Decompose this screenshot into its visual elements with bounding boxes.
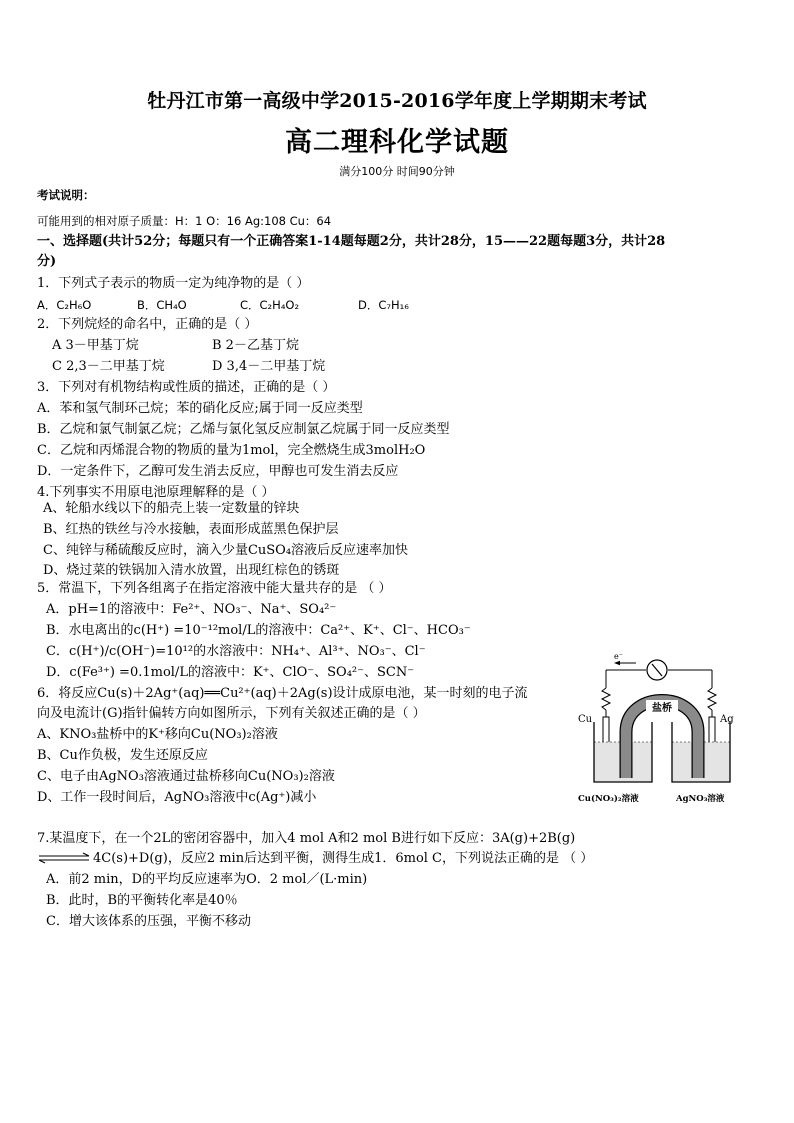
q7-option-c: C．增大该体系的压强，平衡不移动 bbox=[46, 914, 251, 929]
ag-label: Ag bbox=[720, 714, 734, 725]
q2-option-d: D 3,4－二甲基丁烷 bbox=[212, 359, 326, 374]
q2-stem: 2．下列烷烃的命名中，正确的是（ ） bbox=[37, 317, 258, 332]
q4-option-a: A、轮船水线以下的船壳上装一定数量的锌块 bbox=[43, 501, 300, 516]
q4-option-d: D、烧过菜的铁锅加入清水放置，出现红棕色的锈斑 bbox=[43, 563, 340, 578]
q6-stem-line2: 向及电流计(G)指针偏转方向如图所示，下列有关叙述正确的是（ ） bbox=[37, 706, 426, 721]
q3-stem: 3．下列对有机物结构或性质的描述，正确的是（ ） bbox=[37, 380, 336, 395]
exam-info: 满分100分 时间90分钟 bbox=[339, 165, 455, 178]
instructions-label: 考试说明： bbox=[37, 188, 95, 202]
q2-option-b: B 2－乙基丁烷 bbox=[212, 338, 299, 353]
q5-option-b: B．水电离出的c(H⁺) =10⁻¹²mol/L的溶液中：Ca²⁺、K⁺、Cl⁻、HCO₃⁻ bbox=[46, 623, 471, 638]
q5-option-a: A．pH=1的溶液中：Fe²⁺、NO₃⁻、Na⁺、SO₄²⁻ bbox=[46, 602, 337, 617]
q4-option-c: C、纯锌与稀硫酸反应时，滴入少量CuSO₄溶液后反应速率加快 bbox=[43, 543, 409, 558]
cu-label: Cu bbox=[578, 714, 593, 725]
q2-option-a: A 3－甲基丁烷 bbox=[52, 338, 139, 353]
q7-option-b: B．此时，B的平衡转化率是40％ bbox=[46, 893, 238, 908]
right-resistor bbox=[708, 688, 716, 710]
q7-option-a: A．前2 min，D的平均反应速率为O．2 mol／(L·min) bbox=[46, 872, 368, 887]
q1-stem: 1．下列式子表示的物质一定为纯净物的是（ ） bbox=[37, 276, 310, 291]
q6-option-a: A、KNO₃盐桥中的K⁺移向Cu(NO₃)₂溶液 bbox=[37, 727, 278, 742]
q5-option-d: D．c(Fe³⁺) =0.1mol/L的溶液中：K⁺、ClO⁻、SO₄²⁻、SCN⁻ bbox=[46, 665, 415, 680]
section1-heading-cont: 分) bbox=[37, 254, 57, 269]
q6-stem-line1: 6．将反应Cu(s)＋2Ag⁺(aq)══Cu²⁺(aq)＋2Ag(s)设计成原电池，某一时刻的电子流 bbox=[37, 686, 528, 701]
q3-option-d: D．一定条件下，乙醇可发生消去反应，甲醇也可发生消去反应 bbox=[37, 464, 399, 479]
q6-option-b: B、Cu作负极，发生还原反应 bbox=[37, 748, 208, 763]
school-title: 牡丹江市第一高级中学2015-2016学年度上学期期末考试 bbox=[147, 90, 647, 112]
electron-label: e⁻ bbox=[614, 652, 623, 661]
q3-option-b: B．乙烷和氯气制氯乙烷；乙烯与氯化氢反应制氯乙烷属于同一反应类型 bbox=[37, 422, 450, 437]
q4-stem: 4.下列事实不用原电池原理解释的是（ ） bbox=[37, 485, 275, 500]
q6-option-c: C、电子由AgNO₃溶液通过盐桥移向Cu(NO₃)₂溶液 bbox=[37, 769, 335, 784]
q1-option-b: B．CH₄O bbox=[137, 298, 187, 312]
atomic-mass-line: 可能用到的相对原子质量：H：1 O：16 Ag:108 Cu：64 bbox=[37, 214, 332, 228]
q6-option-d: D、工作一段时间后，AgNO₃溶液中c(Ag⁺)减小 bbox=[37, 790, 317, 805]
q1-option-a: A．C₂H₆O bbox=[37, 298, 92, 312]
q7-stem-line1: 7.某温度下，在一个2L的密闭容器中，加入4 mol A和2 mol B进行如下反应：3A(g)+2B(g) bbox=[37, 831, 576, 846]
exam-title: 高二理科化学试题 bbox=[285, 127, 509, 158]
section1-heading: 一、选择题(共计52分；每题只有一个正确答案1-14题每题2分，共计28分，15——22题每题3分，共计28 bbox=[37, 234, 666, 249]
q3-option-c: C．乙烷和丙烯混合物的物质的量为1mol，完全燃烧生成3molH₂O bbox=[37, 443, 426, 458]
galvanic-cell-diagram bbox=[572, 652, 772, 810]
q1-option-d: D．C₇H₁₆ bbox=[358, 298, 409, 312]
left-resistor bbox=[602, 688, 610, 710]
equilibrium-arrow-icon bbox=[37, 852, 91, 864]
q1-option-c: C．C₂H₄O₂ bbox=[240, 298, 300, 312]
q5-stem: 5．常温下，下列各组离子在指定溶液中能大量共存的是 （ ） bbox=[37, 581, 392, 596]
q7-stem-line2: 4C(s)+D(g)，反应2 min后达到平衡，测得生成1．6mol C，下列说法正确的是 （ ） bbox=[93, 851, 594, 866]
q5-option-c: C．c(H⁺)/c(OH⁻)=10¹²的水溶液中：NH₄⁺、Al³⁺、NO₃⁻、Cl⁻ bbox=[46, 644, 426, 659]
right-solution-label: AgNO₃溶液 bbox=[676, 794, 725, 804]
q3-option-a: A．苯和氢气制环己烷；苯的硝化反应;属于同一反应类型 bbox=[37, 401, 363, 416]
salt-bridge-label: 盐桥 bbox=[652, 703, 672, 714]
left-solution-label: Cu(NO₃)₂溶液 bbox=[578, 794, 639, 804]
q2-option-c: C 2,3－二甲基丁烷 bbox=[52, 359, 165, 374]
q4-option-b: B、红热的铁丝与冷水接触，表面形成蓝黑色保护层 bbox=[43, 522, 339, 537]
